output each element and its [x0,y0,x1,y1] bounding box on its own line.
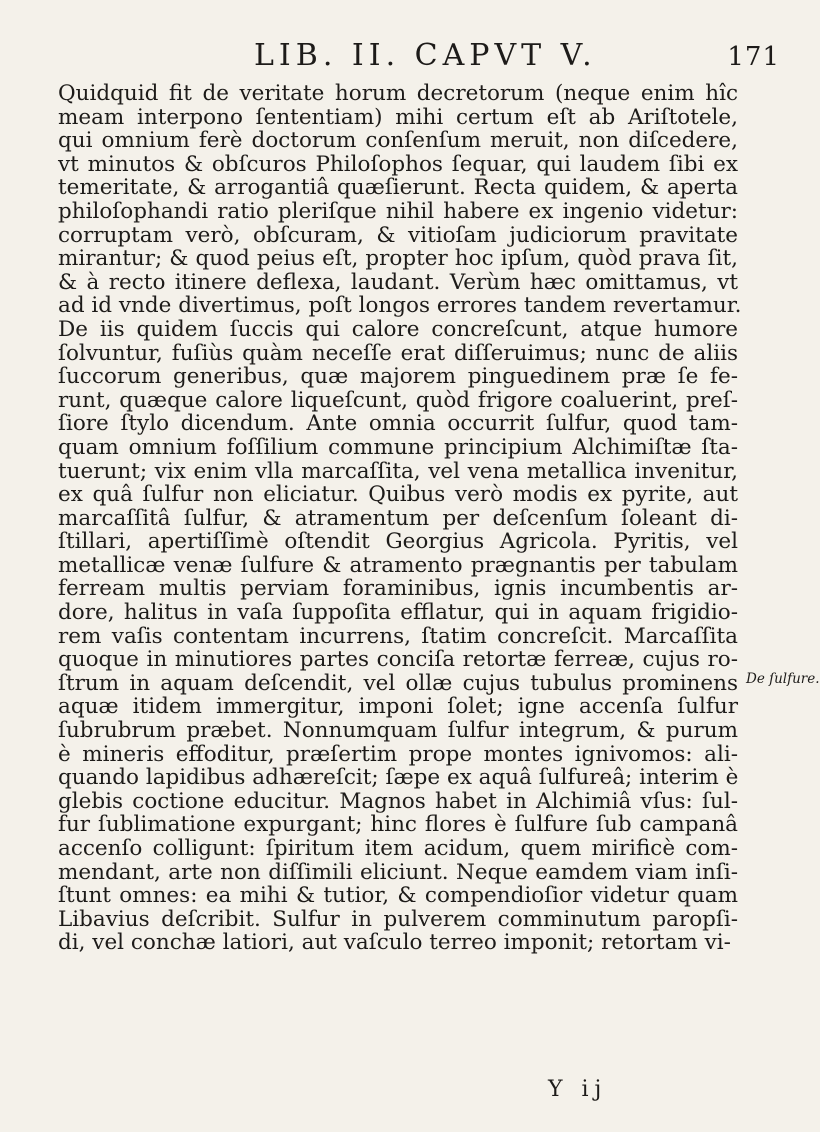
text-line: mendant, arte non diſſimili eliciunt. Neque eamdem viam inſi- [58,859,738,885]
text-line: rem vaſis contentam incurrens, ſtatim concreſcit. Marcaſſita [58,623,738,649]
text-line: dore, halitus in vaſa ſuppoſita efflatur, qui in aquam frigidio- [58,600,738,626]
text-line: ferream multis perviam foraminibus, ignis incumbentis ar- [58,576,738,602]
signature-mark: Y ij [548,1077,608,1102]
text-line: runt, quæque calore liqueſcunt, quòd frigore coaluerint, preſ- [58,387,738,413]
text-line: ſuccorum generibus, quæ majorem pinguedinem præ ſe fe- [58,364,738,390]
text-line: tuerunt; vix enim vlla marcaſſita, vel vena metallica invenitur, [58,458,738,484]
text-line: quando lapidibus adhæreſcit; ſæpe ex aquâ ſulfureâ; interim è [58,765,739,791]
text-line: quoque in minutiores partes conciſa retortæ ferreæ, cujus ro- [58,647,738,673]
text-line: ex quâ ſulfur non eliciatur. Quibus verò modis ex pyrite, aut [58,482,738,508]
text-line: temeritate, & arrogantiâ quæſierunt. Recta quidem, & aperta [58,175,738,201]
text-line: Libavius deſcribit. Sulfur in pulverem comminutum paropſi- [58,906,738,932]
text-line: metallicæ venæ ſulfure & atramento prægnantis per tabulam [58,552,738,578]
text-line: ſubrubrum præbet. Nonnumquam ſulfur integrum, & purum [58,718,738,744]
text-line: ſtunt omnes: ea mihi & tutior, & compendioſior videtur quam [58,883,738,909]
running-head [60,38,780,78]
text-line: qui omnium ferè doctorum conſenſum meruit, non diſcedere, [58,128,738,154]
body-text [58,81,742,956]
text-line: philoſophandi ratio pleriſque nihil habere ex ingenio videtur: [58,198,738,224]
text-line: è mineris effoditur, præſertim prope montes ignivomos: ali- [58,741,738,767]
text-line: di, vel conchæ latiori, aut vaſculo terreo imponit; retortam vi- [58,930,731,956]
text-line: vt minutos & obſcuros Philoſophos ſequar, qui laudem ſibi ex [58,151,738,177]
margin-note: De ſulfure. [746,671,820,687]
page-number: 171 [727,42,780,72]
text-line: fur ſublimatione expurgant; hinc flores è ſulfure ſub campanâ [58,812,738,838]
text-line: marcaſſitâ ſulfur, & atramentum per deſcenſum ſoleant di- [58,505,738,531]
text-line: De iis quidem ſuccis qui calore concreſcunt, atque humore [58,316,738,342]
text-line: accenſo colligunt: ſpiritum item acidum, quem mirificè com- [58,836,738,861]
text-line: corruptam verò, obſcuram, & vitioſam judiciorum pravitate [58,222,738,248]
text-line: aquæ itidem immergitur, imponi ſolet; igne accenſa ſulfur [58,694,738,720]
text-line: & à recto itinere deflexa, laudant. Verùm hæc omittamus, vt [58,269,738,295]
text-line: mirantur; & quod peius eſt, propter hoc ipſum, quòd prava ſit, [58,246,738,272]
text-line: Quidquid fit de veritate horum decretorum (neque enim hîc [58,81,738,106]
chapter-heading: LIB. II. CAPVT V. [254,38,597,73]
text-line: meam interpono ſententiam) mihi certum eſt ab Ariſtotele, [58,104,738,130]
text-line: quam omnium foſſilium commune principium Alchimiſtæ ſta- [58,434,738,460]
text-line: ſolvuntur, fuſiùs quàm neceſſe erat diſſeruimus; nunc de aliis [58,340,738,366]
text-line: ad id vnde divertimus, poſt longos errores tandem revertamur. [58,293,742,319]
text-line: ſtrum in aquam deſcendit, vel ollæ cujus tubulus prominens [58,670,738,696]
text-line: glebis coctione educitur. Magnos habet in Alchimiâ vſus: ſul- [58,788,738,814]
text-line: ſiore ſtylo dicendum. Ante omnia occurrit ſulfur, quod tam- [58,411,738,437]
text-line: ſtillari, apertiſſimè oſtendit Georgius Agricola. Pyritis, vel [58,529,738,555]
